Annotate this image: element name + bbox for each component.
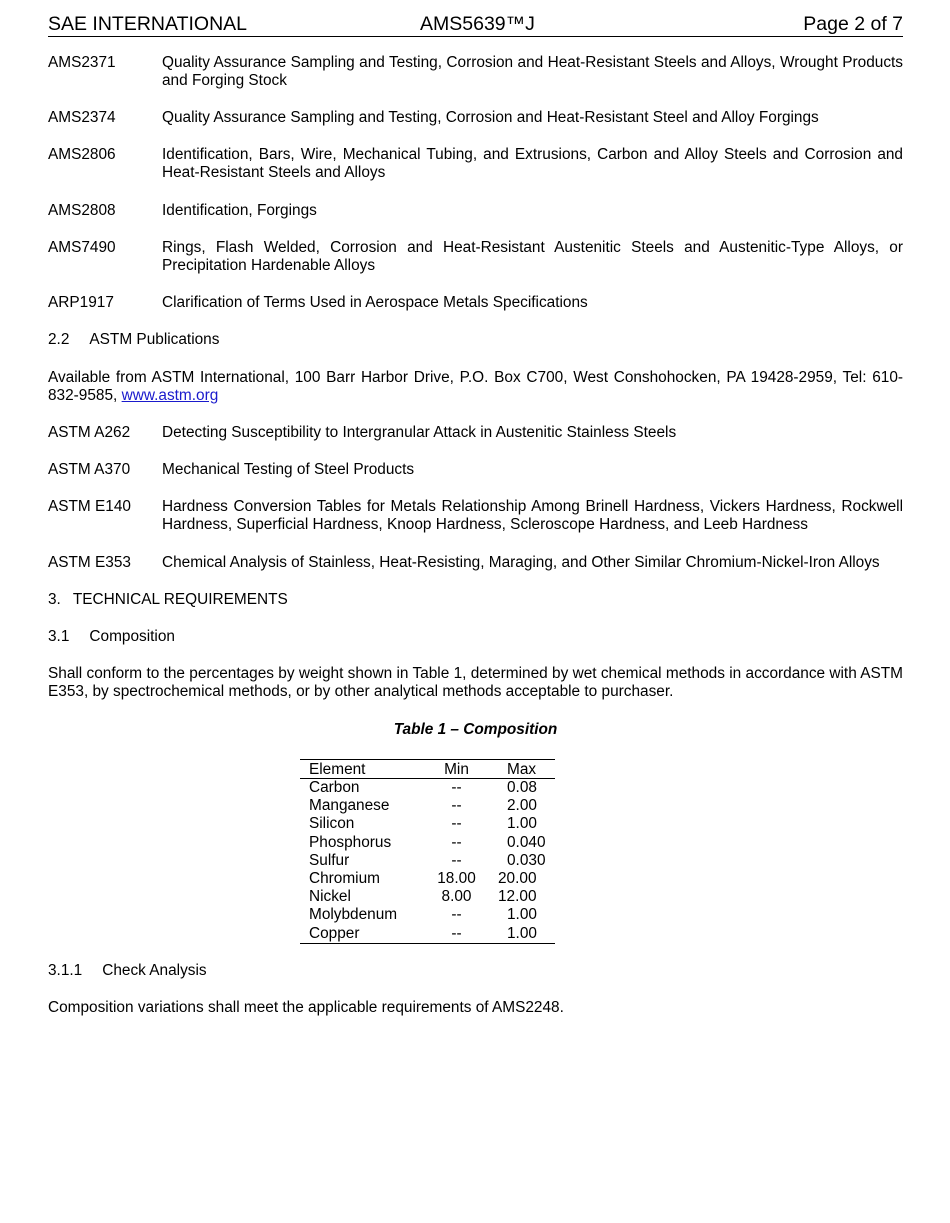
cell-max: 1.00 xyxy=(489,925,555,944)
cell-max: 20.00 xyxy=(498,870,537,888)
section-title: ASTM Publications xyxy=(89,331,220,348)
reference-title: Clarification of Terms Used in Aerospace Metals Specifications xyxy=(162,294,588,311)
section-heading-3-1-1 xyxy=(48,962,207,980)
table-row xyxy=(300,888,555,906)
reference-item xyxy=(48,461,903,479)
reference-code: AMS2808 xyxy=(48,202,116,219)
cell-min: -- xyxy=(451,797,462,815)
section-number: 2.2 xyxy=(48,331,70,348)
reference-title: Quality Assurance Sampling and Testing, Corrosion and Heat-Resistant Steels and Alloys, Wrought Products and Forging Stock xyxy=(162,54,903,89)
cell-min: 8.00 xyxy=(441,888,472,906)
reference-code: ARP1917 xyxy=(48,294,114,311)
reference-title: Quality Assurance Sampling and Testing, Corrosion and Heat-Resistant Steel and Alloy Forgings xyxy=(162,109,819,126)
cell-min: 18.00 xyxy=(437,870,476,888)
reference-code: ASTM E353 xyxy=(48,554,131,571)
reference-item xyxy=(48,202,903,220)
reference-code: ASTM A262 xyxy=(48,424,131,441)
cell-min: -- xyxy=(451,906,462,924)
cell-element: Copper xyxy=(300,925,424,944)
cell-element: Phosphorus xyxy=(309,833,392,851)
reference-code: ASTM A370 xyxy=(48,461,131,478)
composition-table xyxy=(300,759,555,944)
header-doc-number: AMS5639™J xyxy=(420,13,535,35)
table-row xyxy=(300,852,555,870)
table-caption: Table 1 – Composition xyxy=(393,721,558,738)
column-header-element: Element xyxy=(300,760,424,779)
reference-title: Hardness Conversion Tables for Metals Relationship Among Brinell Hardness, Vickers Hardness, Rockwell Hardness, Superficial Hardness, Knoop Hardness, Scleroscope Hardness, and Leeb Hardness xyxy=(162,498,903,533)
section-title: TECHNICAL REQUIREMENTS xyxy=(72,591,288,608)
header-org: SAE INTERNATIONAL xyxy=(48,13,248,35)
reference-item xyxy=(48,54,903,90)
reference-title: Identification, Bars, Wire, Mechanical Tubing, and Extrusions, Carbon and Alloy Steels and Corrosion and Heat-Resistant Steels and Alloys xyxy=(162,146,903,181)
check-analysis-paragraph: Composition variations shall meet the applicable requirements of AMS2248. xyxy=(48,999,564,1016)
cell-max: 12.00 xyxy=(498,888,537,906)
cell-min: -- xyxy=(451,851,462,869)
reference-title: Mechanical Testing of Steel Products xyxy=(162,461,415,478)
reference-item xyxy=(48,109,903,127)
column-header-max: Max xyxy=(489,760,555,779)
cell-min: -- xyxy=(451,815,462,833)
cell-element: Manganese xyxy=(309,797,390,815)
reference-code: AMS2374 xyxy=(48,109,116,126)
reference-title: Identification, Forgings xyxy=(162,202,317,219)
column-header-min: Min xyxy=(424,760,489,779)
section-title: Check Analysis xyxy=(102,962,207,979)
reference-item xyxy=(48,146,903,182)
cell-min: -- xyxy=(451,833,462,851)
cell-max: 1.00 xyxy=(507,815,537,833)
section-heading-3 xyxy=(48,591,288,609)
cell-element: Nickel xyxy=(309,888,351,906)
astm-website-link[interactable]: www.astm.org xyxy=(121,387,219,404)
cell-min: -- xyxy=(451,779,462,797)
section-number: 3. xyxy=(48,591,61,608)
section-title: Composition xyxy=(89,628,175,645)
page-header xyxy=(48,12,903,37)
astm-availability-paragraph xyxy=(48,369,903,405)
reference-item xyxy=(48,424,903,442)
reference-title: Chemical Analysis of Stainless, Heat-Resisting, Maraging, and Other Similar Chromium-Nickel-Iron Alloys xyxy=(162,554,880,571)
table-row xyxy=(300,870,555,888)
header-page-number: Page 2 of 7 xyxy=(803,13,903,35)
reference-code: AMS2371 xyxy=(48,54,116,71)
section-heading-2-2 xyxy=(48,331,219,349)
section-number: 3.1.1 xyxy=(48,962,83,979)
cell-max: 2.00 xyxy=(507,797,537,815)
table-header-row xyxy=(300,760,555,779)
cell-element: Molybdenum xyxy=(309,906,398,924)
composition-paragraph: Shall conform to the percentages by weight shown in Table 1, determined by wet chemical methods in accordance with ASTM E353, by spectrochemical methods, or by other analytical methods acceptable to purchaser. xyxy=(48,665,903,700)
cell-element: Silicon xyxy=(309,815,355,833)
reference-item xyxy=(48,554,903,572)
cell-max: 0.030 xyxy=(507,851,546,869)
reference-code: AMS2806 xyxy=(48,146,116,163)
reference-item xyxy=(48,239,903,275)
cell-min: -- xyxy=(424,925,489,944)
cell-max: 1.00 xyxy=(507,906,537,924)
table-row xyxy=(300,925,555,944)
table-row xyxy=(300,797,555,815)
cell-element: Carbon xyxy=(309,779,360,797)
availability-text: Available from ASTM International, 100 Barr Harbor Drive, P.O. Box C700, West Conshohocken, PA 19428-2959, Tel: 610-832-9585, xyxy=(48,369,903,404)
cell-element: Sulfur xyxy=(309,851,350,869)
table-row xyxy=(300,834,555,852)
reference-code: AMS7490 xyxy=(48,239,116,256)
table-row xyxy=(300,815,555,833)
cell-max: 0.08 xyxy=(507,779,537,797)
section-heading-3-1 xyxy=(48,628,175,646)
reference-code: ASTM E140 xyxy=(48,498,131,515)
table-row xyxy=(300,779,555,798)
cell-element: Chromium xyxy=(309,870,380,888)
reference-item xyxy=(48,498,903,534)
reference-title: Detecting Susceptibility to Intergranular Attack in Austenitic Stainless Steels xyxy=(162,424,677,441)
section-number: 3.1 xyxy=(48,628,70,645)
table-row xyxy=(300,906,555,924)
cell-max: 0.040 xyxy=(507,833,546,851)
reference-title: Rings, Flash Welded, Corrosion and Heat-Resistant Austenitic Steels and Austenitic-Type Alloys, or Precipitation Hardenable Alloys xyxy=(162,239,903,274)
reference-item xyxy=(48,294,903,312)
